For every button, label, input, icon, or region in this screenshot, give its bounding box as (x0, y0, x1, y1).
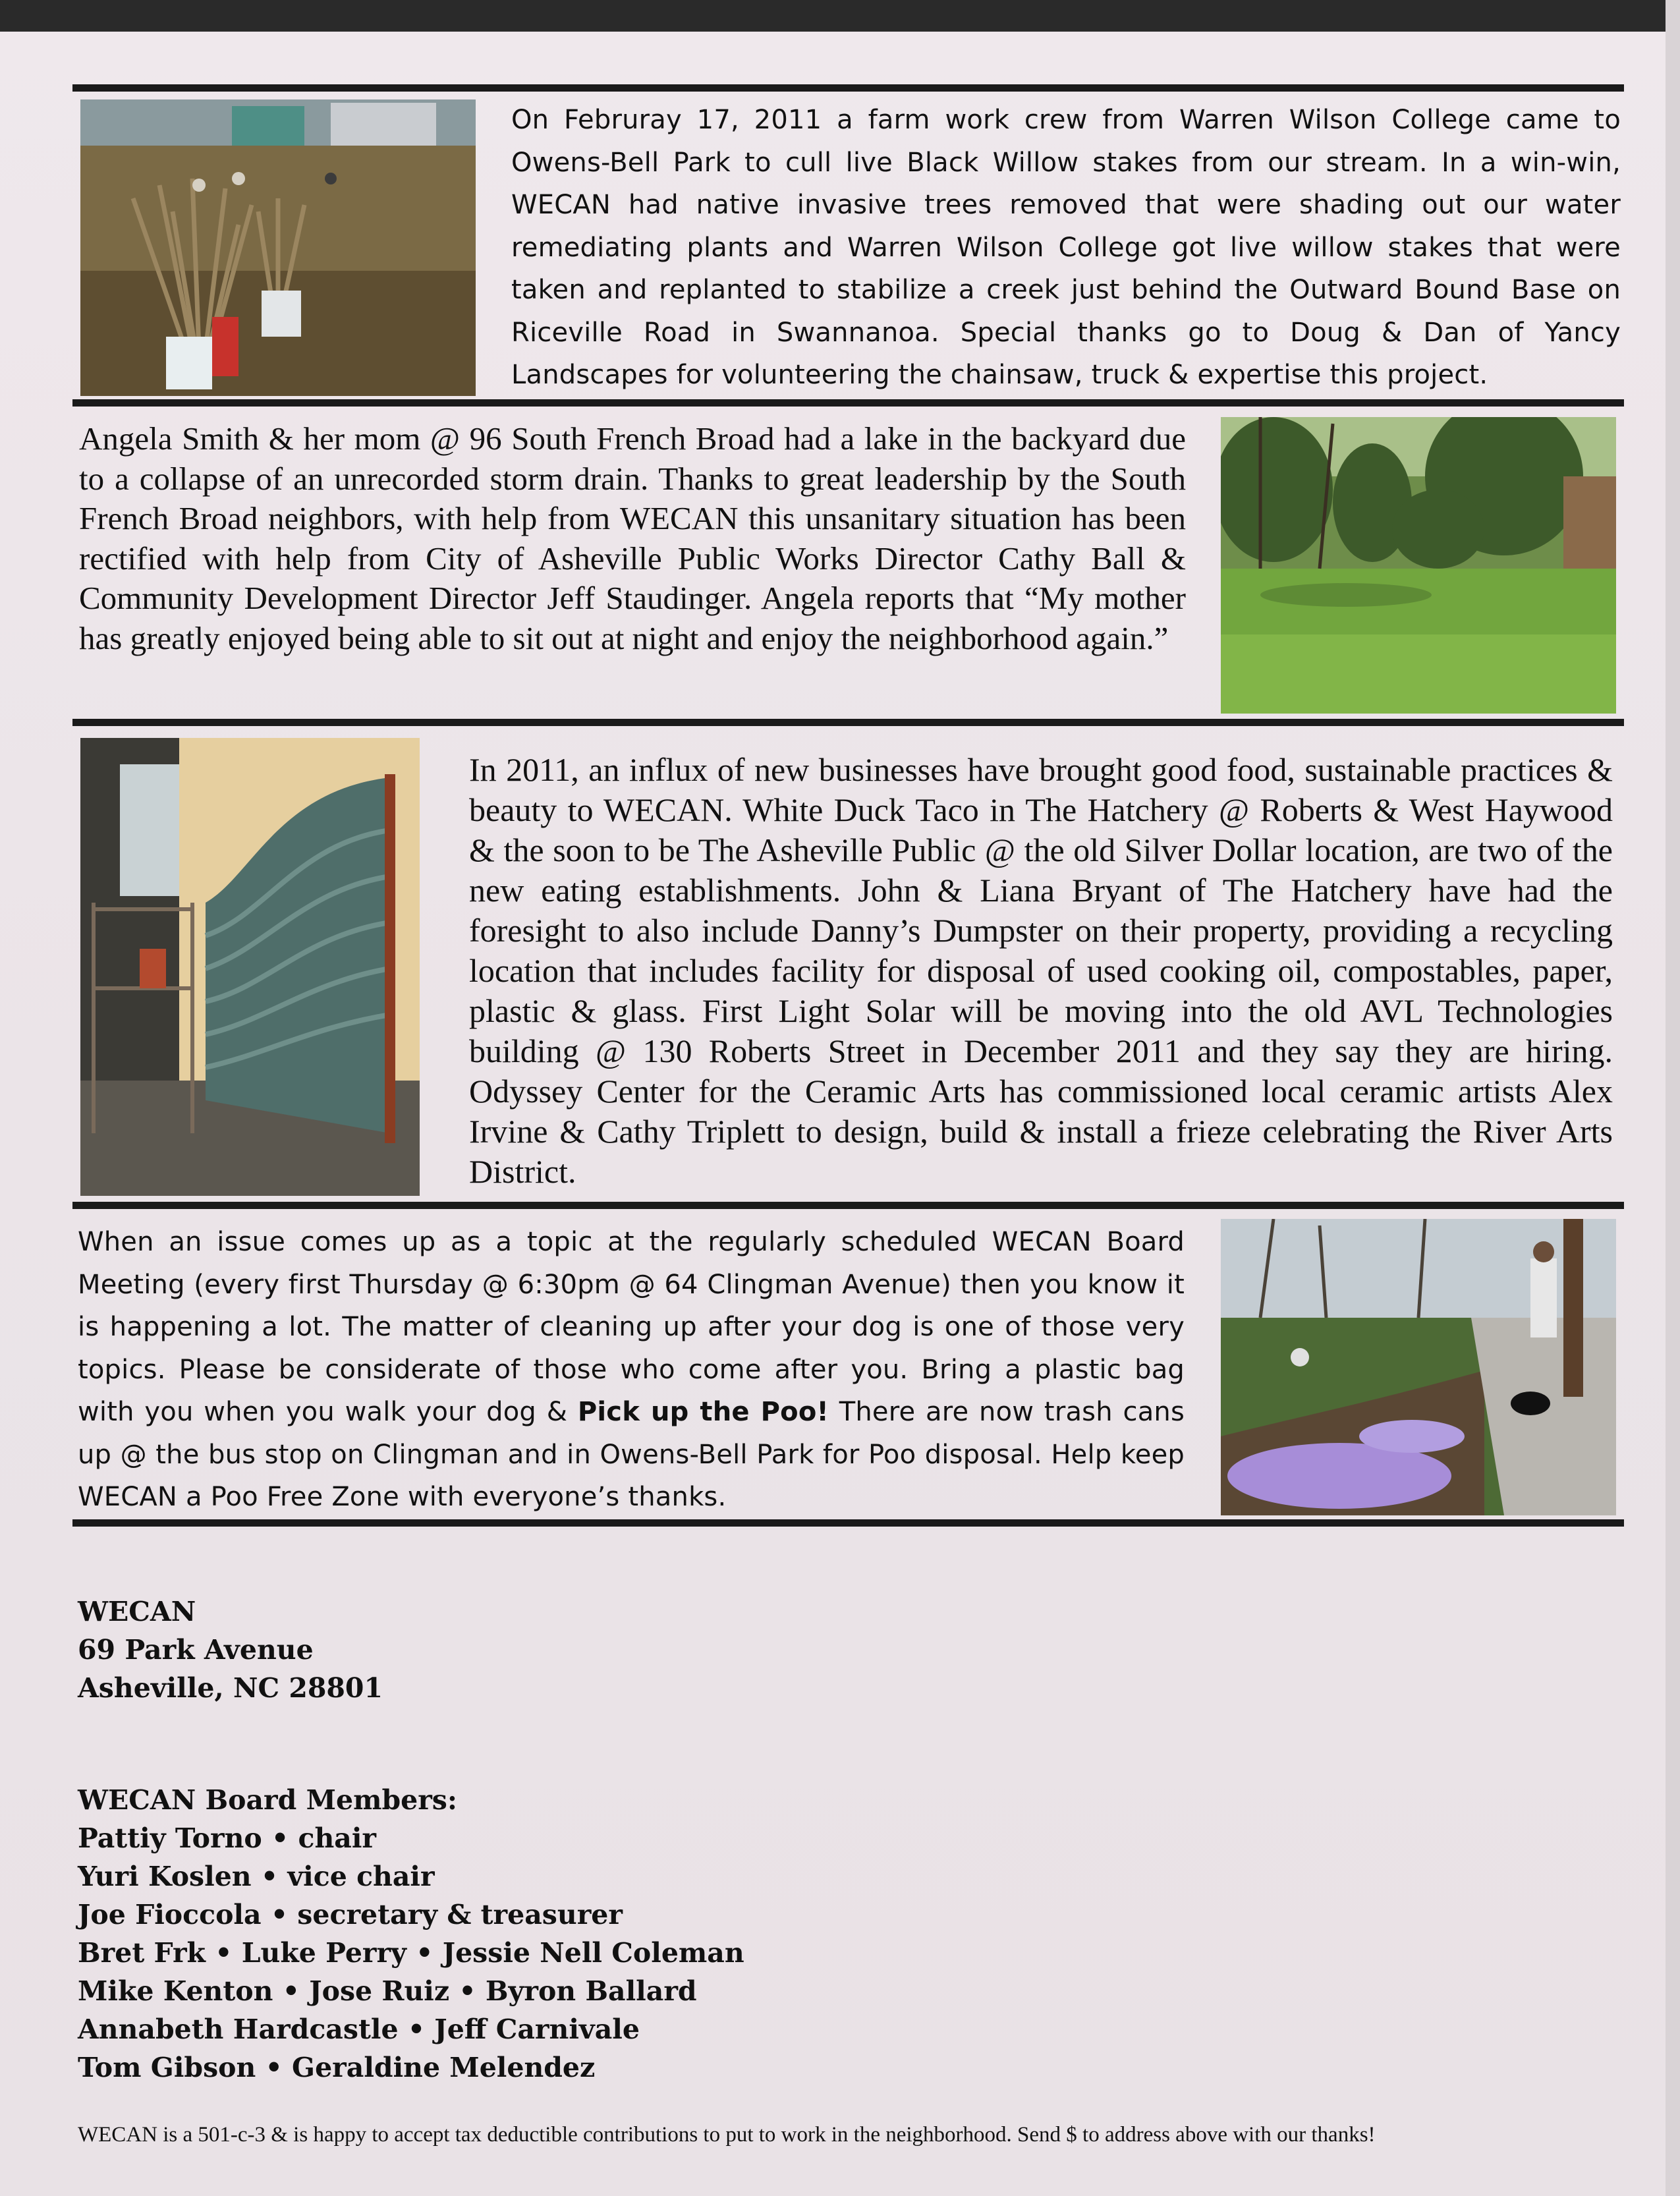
story-dog-text-part2: There are now trash cans up @ the bus stop on Clingman and in Owens-Bell Park for Poo disposal. Help keep WECAN a Poo Free Zone with everyone’s thanks. (78, 1397, 1185, 1512)
story-businesses-text: In 2011, an influx of new businesses have brought good food, sustainable practices & beauty to WECAN. White Duck Taco in The Hatchery @ Roberts & West Haywood & the soon to be The Asheville Public @ the old Silver Dollar location, are two of the new eating establishments. John & Liana Bryant of The Hatchery have had the foresight to also include Danny’s Dumpster on their property, providing a recycling location that includes facility for disposal of used cooking oil, compostables, paper, plastic & glass. First Light Solar will be moving into the old AVL Technologies building @ 130 Roberts Street in December 2011 and they say they are hiring. Odyssey Center for the Ceramic Arts has commissioned local ceramic artists Alex Irvine & Cathy Triplett to design, build & install a frieze celebrating the River Arts District. (469, 751, 1613, 1190)
story-storm-drain-text: Angela Smith & her mom @ 96 South French Broad had a lake in the backyard due to a collapse of an unrecorded storm drain. Thanks to great leadership by the South French Broad neighbors, with help from WECAN this unsanitary situation has been rectified with help from City of Asheville Public Works Director Cathy Ball & Community Development Director Jeff Staudinger. Angela reports that “My mother has greatly enjoyed being able to sit out at night and enjoy the neighborhood again.” (79, 420, 1186, 656)
scan-edge-right (1666, 0, 1680, 2196)
divider-rule (72, 399, 1624, 407)
pick-up-the-poo-emphasis: Pick up the Poo! (577, 1397, 829, 1427)
divider-rule (72, 1519, 1624, 1527)
divider-rule (72, 1202, 1624, 1209)
backyard-lawn-photo (1221, 417, 1616, 714)
divider-rule (72, 84, 1624, 92)
board-member-line: Mike Kenton • Jose Ruiz • Byron Ballard (78, 1975, 697, 2007)
divider-rule (72, 719, 1624, 726)
board-member-line: Bret Frk • Luke Perry • Jessie Nell Coleman (78, 1937, 744, 1969)
board-member-line: Pattiy Torno • chair (78, 1822, 377, 1854)
board-member-line: Joe Fioccola • secretary & treasurer (78, 1899, 623, 1930)
garden-sidewalk-photo (1221, 1219, 1616, 1515)
scan-edge-top (0, 0, 1680, 32)
board-member-line: Yuri Koslen • vice chair (78, 1861, 435, 1892)
board-member-line: Tom Gibson • Geraldine Melendez (78, 2052, 596, 2083)
board-member-line: Annabeth Hardcastle • Jeff Carnivale (78, 2013, 640, 2045)
donation-footer: WECAN is a 501-c-3 & is happy to accept tax deductible contributions to put to work in the neighborhood. Send $ to address above with our thanks! (78, 2123, 1376, 2147)
board-heading: WECAN Board Members: (78, 1784, 458, 1816)
ceramic-frieze-photo (80, 738, 420, 1196)
address-org: WECAN (78, 1596, 196, 1627)
story-dog-text (78, 1221, 1185, 1519)
address-city: Asheville, NC 28801 (78, 1672, 383, 1704)
mailing-address (78, 1592, 383, 1707)
willow-stakes-photo (80, 99, 476, 396)
board-members (78, 1781, 744, 2087)
address-street: 69 Park Avenue (78, 1634, 314, 1666)
story-dog-text-part1: When an issue comes up as a topic at the regularly scheduled WECAN Board Meeting (every first Thursday @ 6:30pm @ 64 Clingman Avenue) then you know it is happening a lot. The matter of cleaning up after your dog is one of those very topics. Please be considerate of those who come after you. Bring a plastic bag with you when you walk your dog & (78, 1227, 1185, 1427)
story-willow-text: On Februray 17, 2011 a farm work crew from Warren Wilson College came to Owens-Bell Park to cull live Black Willow stakes from our stream. In a win-win, WECAN had native invasive trees removed that were shading out our water remediating plants and Warren Wilson College got live willow stakes that were taken and replanted to stabilize a creek just behind the Outward Bound Base on Riceville Road in Swannanoa. Special thanks go to Doug & Dan of Yancy Landscapes for volunteering the chainsaw, truck & expertise this project. (511, 105, 1621, 390)
